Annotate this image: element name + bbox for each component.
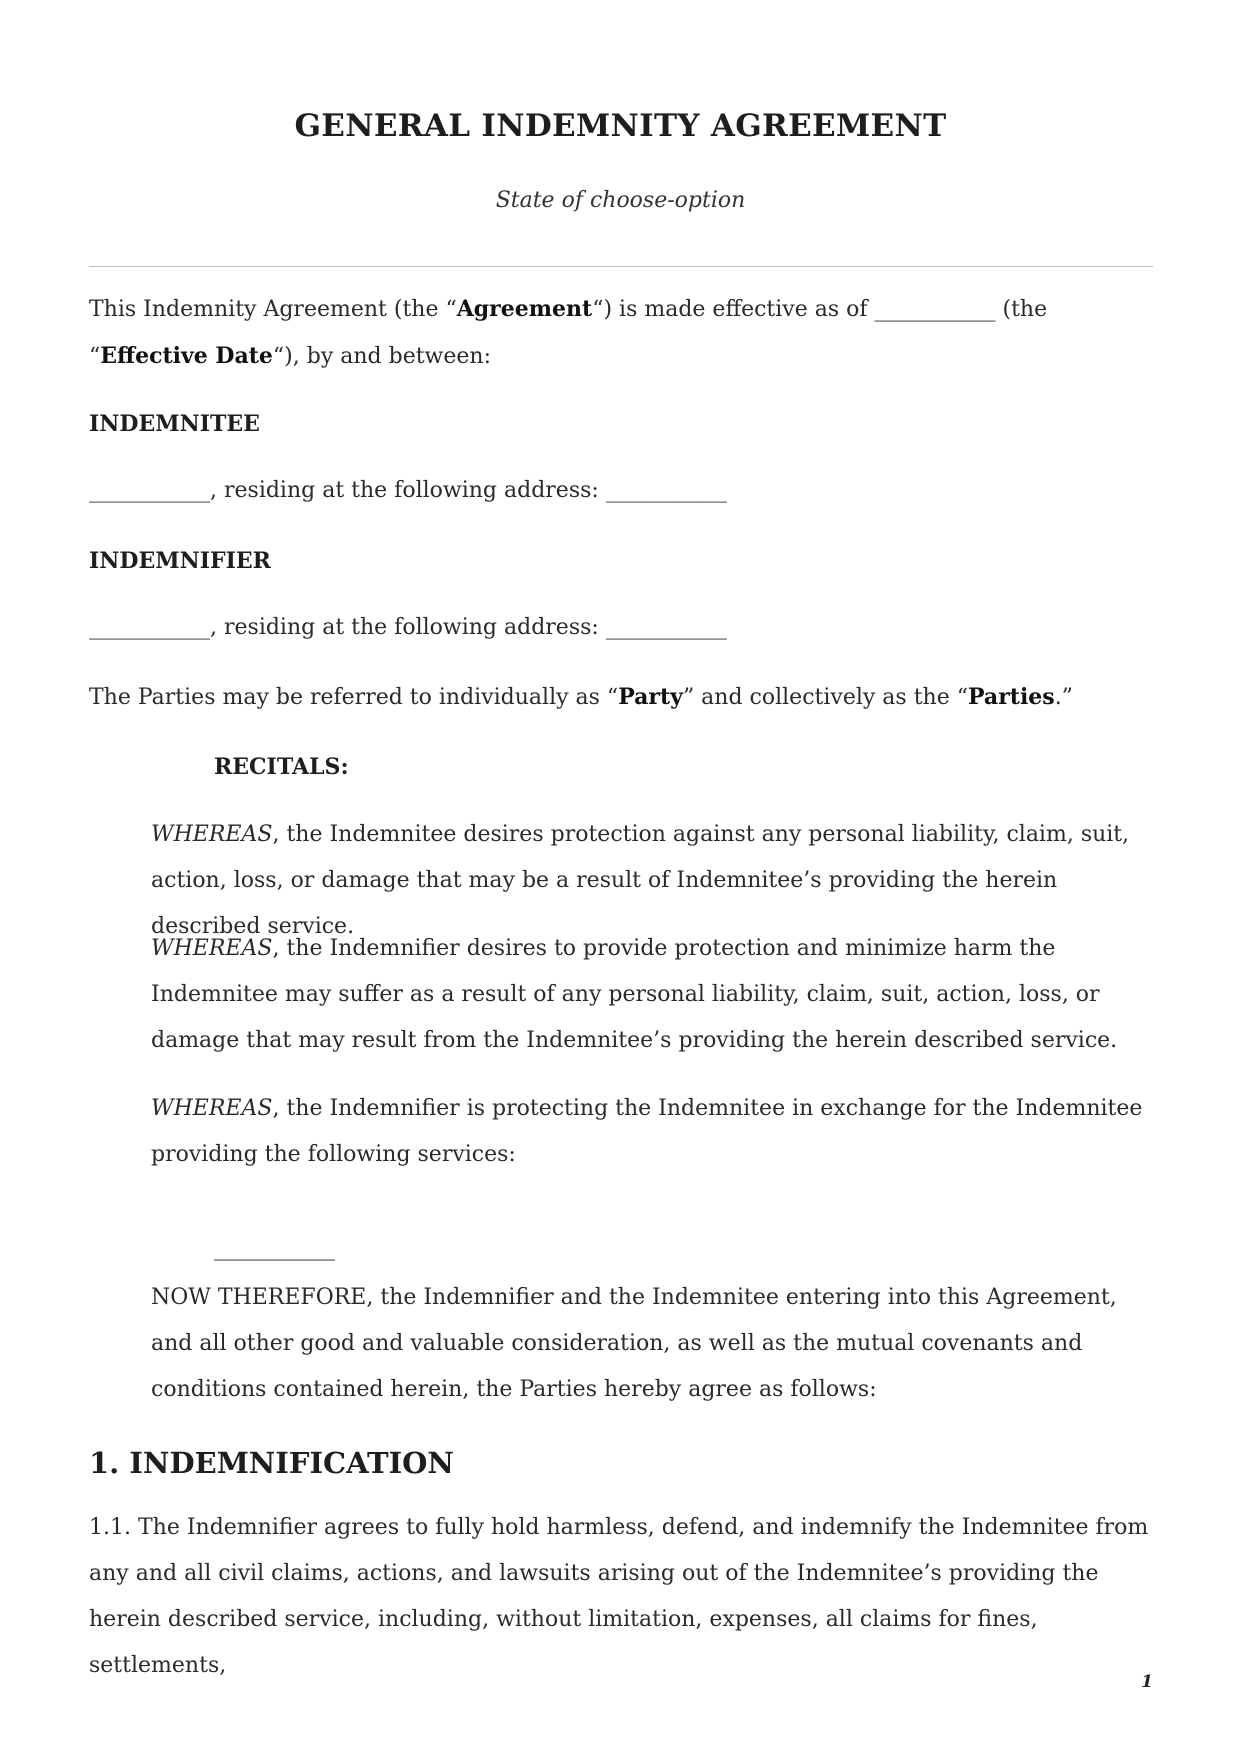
indemnifier-address-label: , residing at the following address: (210, 615, 606, 640)
document-subtitle: State of choose-option (495, 188, 746, 213)
indemnifier-name-blank[interactable]: ___________ (89, 615, 210, 640)
effective-date-term: Effective Date (100, 343, 273, 369)
section-1-title: 1. INDEMNIFICATION (89, 1446, 454, 1480)
parties-paragraph (89, 674, 1153, 721)
indemnitee-name-blank[interactable]: ___________ (89, 478, 210, 503)
recital-1-text: , the Indemnitee desires protection against any personal liability, claim, suit, action, loss, or damage that may be a result of Indemnitee’s providing the herein described service. (151, 822, 1130, 939)
document-title: GENERAL INDEMNITY AGREEMENT (294, 108, 947, 144)
recital-2 (151, 926, 1153, 1064)
parties-text-1: The Parties may be referred to individually as “ (89, 685, 619, 710)
indemnitee-heading: INDEMNITEE (89, 411, 260, 437)
recital-3-text: , the Indemnifier is protecting the Indemnitee in exchange for the Indemnitee providing the following services: (151, 1096, 1143, 1167)
title-divider (89, 266, 1153, 267)
clause-1-1: 1.1. The Indemnifier agrees to fully hold harmless, defend, and indemnify the Indemnitee from any and all civil claims, actions, and lawsuits arising out of the Indemnitee’s providing the herein described service, including, without limitation, expenses, all claims for fines, settlements, (89, 1515, 1149, 1678)
intro-text-4: “), by and between: (272, 344, 491, 369)
intro-text-1: This Indemnity Agreement (the “ (89, 297, 457, 322)
effective-date-blank[interactable]: ___________ (874, 297, 996, 322)
intro-text-2: “) is made effective as of (592, 297, 875, 322)
intro-paragraph (89, 286, 1153, 380)
recital-2-text: , the Indemnifier desires to provide protection and minimize harm the Indemnitee may suffer as a result of any personal liability, claim, suit, action, loss, or damage that may result from the Indemnitee’s providing the herein described service. (151, 936, 1118, 1053)
recitals-heading: RECITALS: (214, 754, 349, 780)
indemnitee-line (89, 468, 1153, 514)
agreement-term: Agreement (456, 296, 593, 322)
indemnifier-line (89, 605, 1153, 651)
recital-3 (151, 1086, 1153, 1178)
recital-3-whereas: WHEREAS (151, 1096, 273, 1121)
page-number: 1 (1141, 1672, 1153, 1692)
party-term: Party (618, 684, 683, 710)
services-blank[interactable]: ___________ (214, 1236, 335, 1261)
now-therefore-paragraph: NOW THEREFORE, the Indemnifier and the Indemnitee entering into this Agreement, and all other good and valuable consideration, as well as the mutual covenants and conditions contained herein, the Parties hereby agree as follows: (151, 1285, 1117, 1402)
indemnitee-address-label: , residing at the following address: (210, 478, 606, 503)
recital-2-whereas: WHEREAS (151, 936, 273, 961)
parties-text-2: ” and collectively as the “ (682, 685, 968, 710)
indemnifier-address-blank[interactable]: ___________ (605, 615, 727, 640)
indemnitee-address-blank[interactable]: ___________ (605, 478, 727, 503)
parties-text-3: .” (1054, 685, 1073, 710)
parties-term: Parties (967, 684, 1055, 710)
recital-1-whereas: WHEREAS (151, 822, 273, 847)
indemnifier-heading: INDEMNIFIER (89, 548, 271, 574)
intro-text-3: (the “ (89, 297, 1048, 369)
